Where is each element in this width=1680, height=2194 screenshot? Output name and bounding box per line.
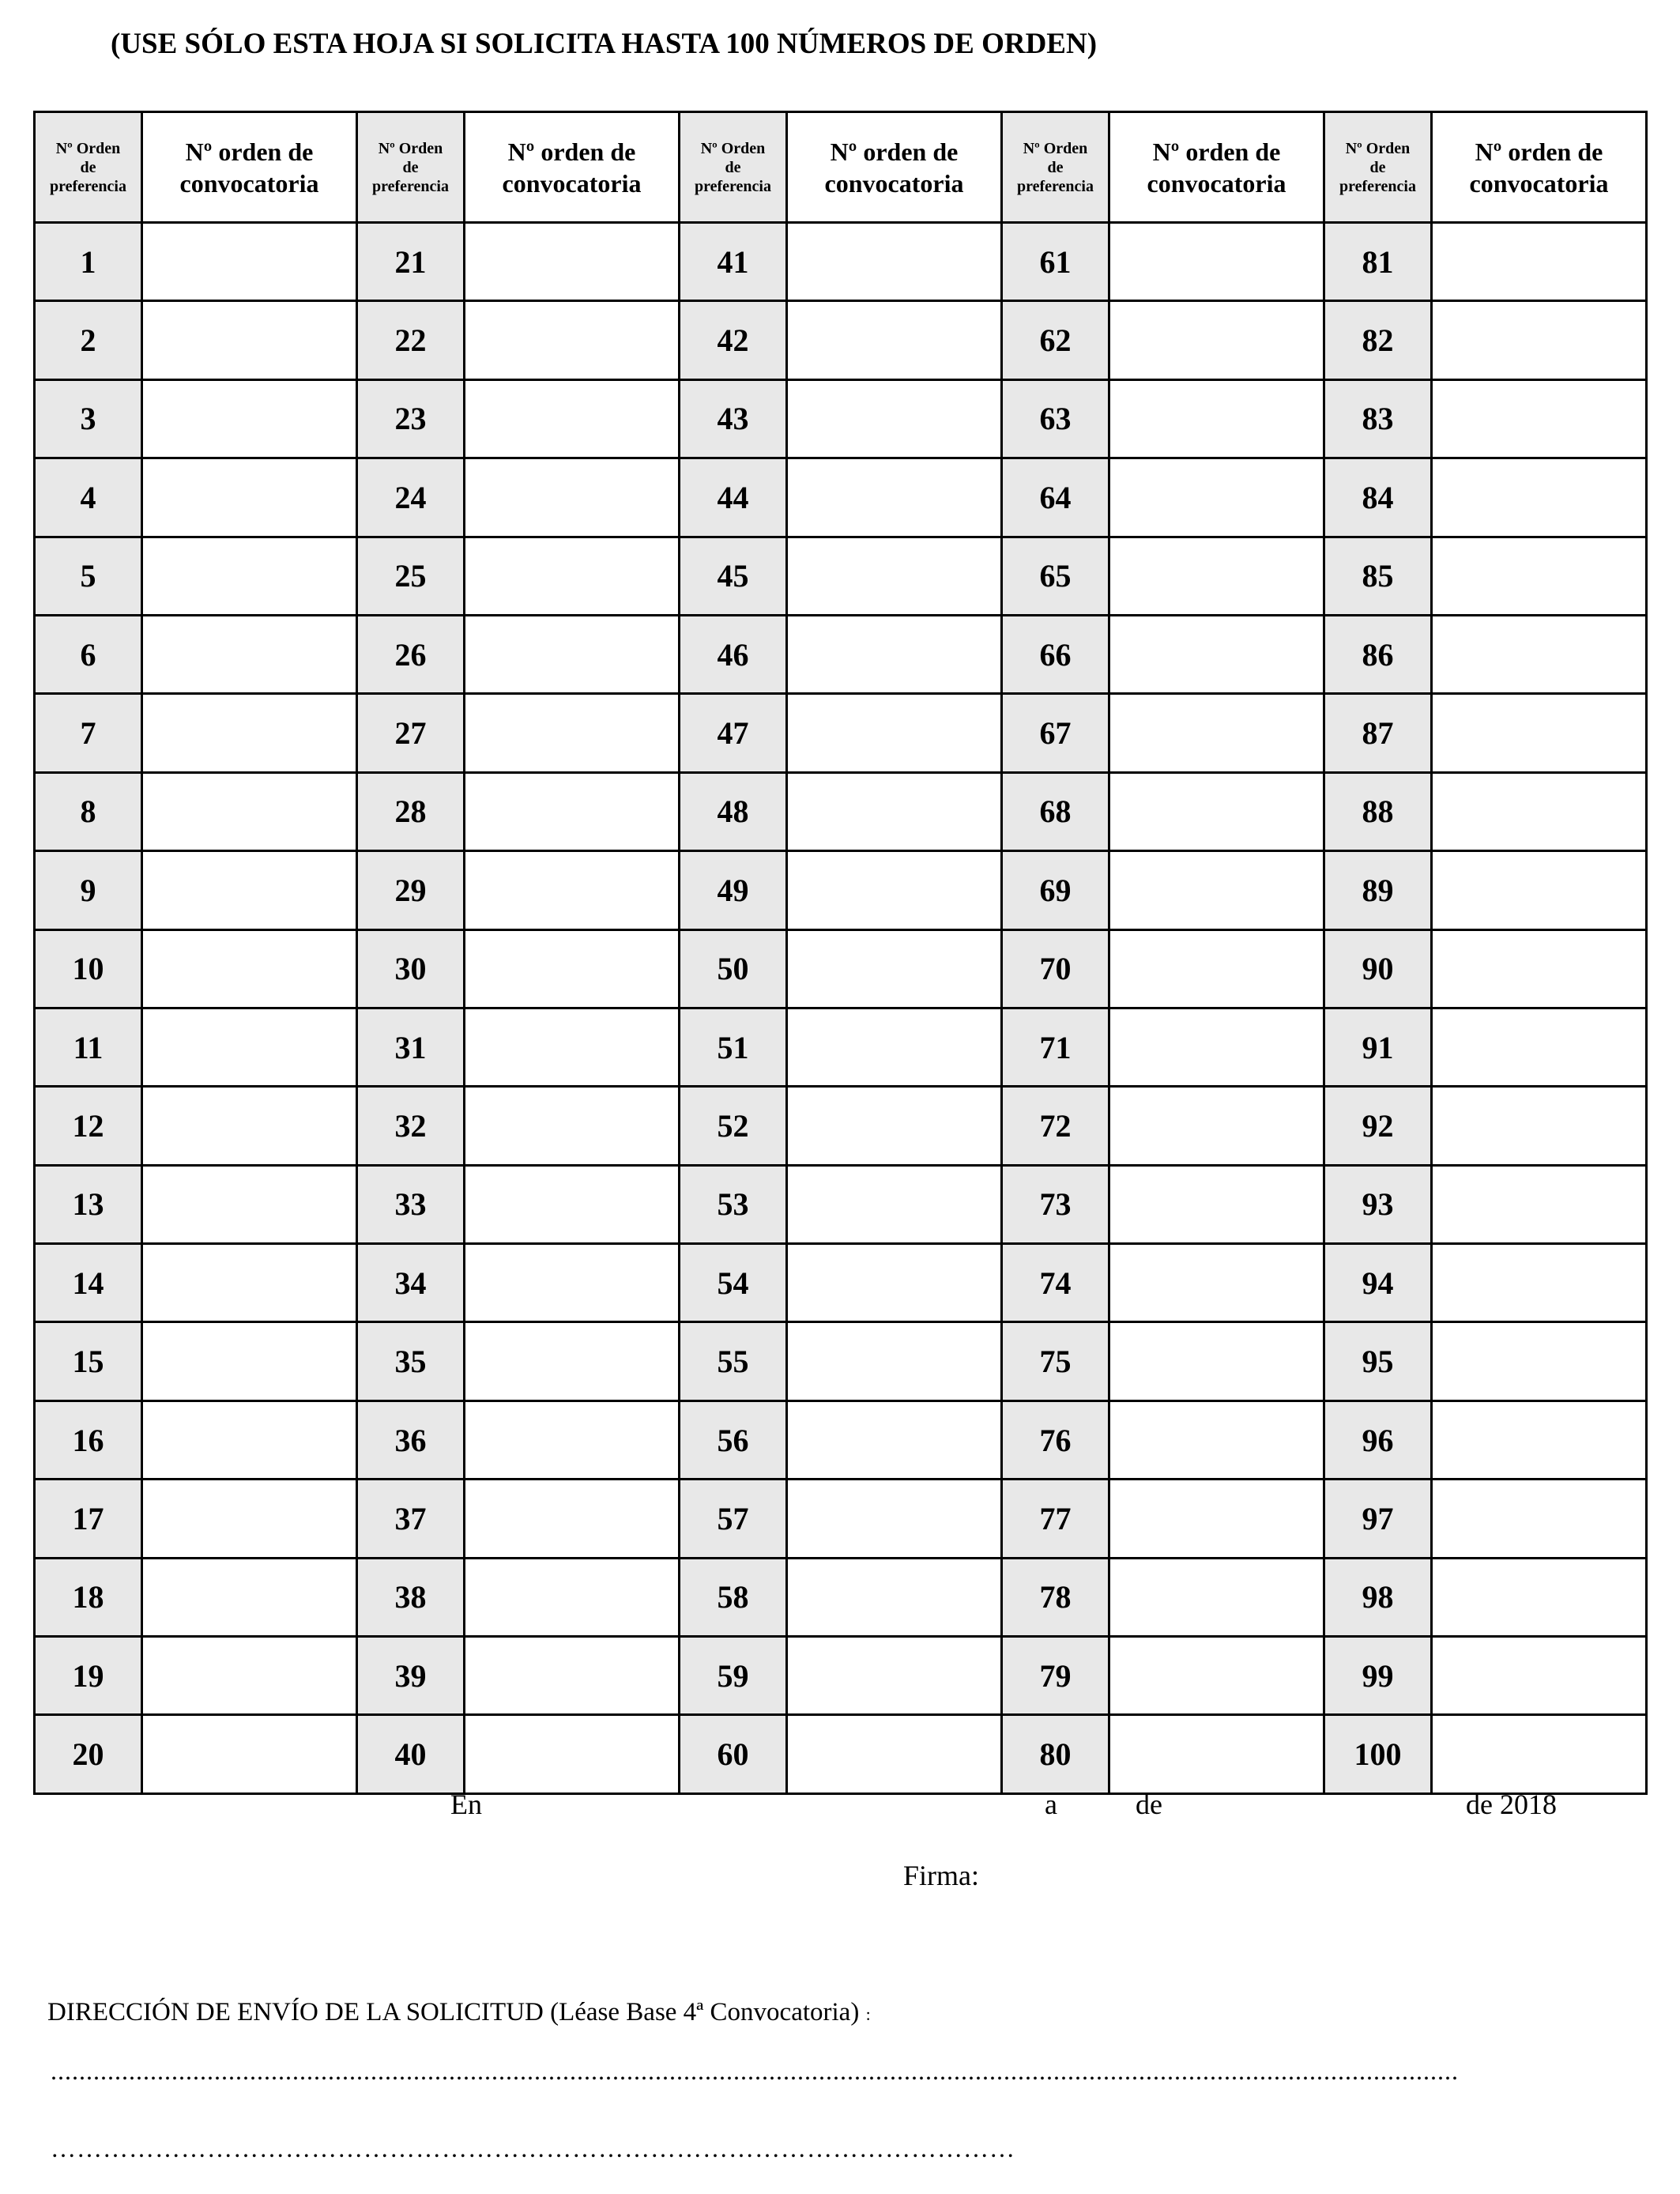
address-label-suffix: : (865, 2004, 871, 2024)
header-preference-line: de (725, 158, 741, 176)
table-row (35, 615, 1647, 693)
preference-number: 57 (680, 1480, 787, 1558)
header-call-line: Nº orden de (507, 137, 636, 166)
call-order-input-cell[interactable] (142, 301, 357, 379)
preference-number: 86 (1324, 615, 1432, 693)
preference-number: 50 (680, 929, 787, 1008)
preference-number: 83 (1324, 379, 1432, 458)
call-order-input-cell[interactable] (1432, 1165, 1647, 1243)
call-order-input-cell[interactable] (465, 929, 680, 1008)
header-preference-order (680, 112, 787, 223)
call-order-input-cell[interactable] (1109, 1008, 1324, 1086)
call-order-input-cell[interactable] (1109, 458, 1324, 537)
preference-number: 80 (1002, 1715, 1109, 1793)
table-row (35, 694, 1647, 772)
call-order-input-cell[interactable] (1109, 537, 1324, 615)
call-order-input-cell[interactable] (1109, 1322, 1324, 1400)
preference-number: 53 (680, 1165, 787, 1243)
preference-number: 100 (1324, 1715, 1432, 1793)
call-order-input-cell[interactable] (142, 1558, 357, 1636)
call-order-input-cell[interactable] (1109, 1400, 1324, 1479)
header-call-line: convocatoria (1469, 168, 1609, 198)
header-preference-order (357, 112, 465, 223)
header-call-order (787, 112, 1002, 223)
month-label: de (1136, 1789, 1162, 1820)
call-order-input-cell[interactable] (1109, 1637, 1324, 1715)
preference-number: 36 (357, 1400, 465, 1479)
header-preference-order (35, 112, 142, 223)
preference-number: 73 (1002, 1165, 1109, 1243)
preference-number: 48 (680, 772, 787, 850)
call-order-input-cell[interactable] (1432, 1715, 1647, 1793)
call-order-input-cell[interactable] (465, 1322, 680, 1400)
preference-number: 27 (357, 694, 465, 772)
table-row (35, 301, 1647, 379)
preference-number: 39 (357, 1637, 465, 1715)
call-order-input-cell[interactable] (1109, 379, 1324, 458)
call-order-input-cell[interactable] (787, 1008, 1002, 1086)
header-preference-line: Nº Orden (700, 139, 766, 157)
header-preference-line: Nº Orden (55, 139, 121, 157)
preference-number: 52 (680, 1087, 787, 1165)
header-preference-line: preferencia (371, 177, 449, 195)
preference-number: 79 (1002, 1637, 1109, 1715)
preference-number: 18 (35, 1558, 142, 1636)
call-order-input-cell[interactable] (142, 458, 357, 537)
table-row (35, 929, 1647, 1008)
call-order-input-cell[interactable] (1432, 458, 1647, 537)
call-order-input-cell[interactable] (142, 223, 357, 301)
table-row (35, 379, 1647, 458)
call-order-input-cell[interactable] (787, 1087, 1002, 1165)
table-row (35, 1008, 1647, 1086)
preference-number: 4 (35, 458, 142, 537)
header-preference-line: preferencia (49, 177, 126, 195)
preference-number: 44 (680, 458, 787, 537)
table-row (35, 223, 1647, 301)
preference-number: 40 (357, 1715, 465, 1793)
call-order-input-cell[interactable] (465, 1637, 680, 1715)
header-preference-line: preferencia (1016, 177, 1094, 195)
call-order-input-cell[interactable] (1109, 851, 1324, 929)
call-order-input-cell[interactable] (1432, 1244, 1647, 1322)
table-row (35, 458, 1647, 537)
call-order-input-cell[interactable] (787, 615, 1002, 693)
preference-number: 47 (680, 694, 787, 772)
preference-number: 19 (35, 1637, 142, 1715)
preference-number: 21 (357, 223, 465, 301)
preference-number: 43 (680, 379, 787, 458)
preference-number: 7 (35, 694, 142, 772)
call-order-input-cell[interactable] (465, 458, 680, 537)
call-order-input-cell[interactable] (1109, 301, 1324, 379)
preference-number: 75 (1002, 1322, 1109, 1400)
preference-number: 2 (35, 301, 142, 379)
preference-number: 70 (1002, 929, 1109, 1008)
call-order-input-cell[interactable] (1432, 1087, 1647, 1165)
header-preference-line: de (1369, 158, 1386, 176)
table-row (35, 537, 1647, 615)
preference-number: 97 (1324, 1480, 1432, 1558)
header-call-order (1432, 112, 1647, 223)
call-order-input-cell[interactable] (1432, 694, 1647, 772)
header-call-line: convocatoria (1147, 168, 1286, 198)
call-order-input-cell[interactable] (787, 694, 1002, 772)
address-line-1[interactable]: ...................................................................................................................................................................................................... (51, 2056, 1459, 2085)
header-preference-line: Nº Orden (1345, 139, 1411, 157)
header-preference-line: de (402, 158, 419, 176)
preference-number: 45 (680, 537, 787, 615)
call-order-input-cell[interactable] (1109, 1165, 1324, 1243)
call-order-input-cell[interactable] (465, 379, 680, 458)
preference-number: 31 (357, 1008, 465, 1086)
preference-number: 81 (1324, 223, 1432, 301)
header-call-line: Nº orden de (1152, 137, 1281, 166)
call-order-input-cell[interactable] (787, 1244, 1002, 1322)
table-row (35, 1400, 1647, 1479)
table-row (35, 1480, 1647, 1558)
preference-number: 89 (1324, 851, 1432, 929)
call-order-input-cell[interactable] (1109, 223, 1324, 301)
call-order-input-cell[interactable] (142, 615, 357, 693)
preference-number: 13 (35, 1165, 142, 1243)
header-call-order (465, 112, 680, 223)
header-call-line: convocatoria (824, 168, 964, 198)
preference-number: 95 (1324, 1322, 1432, 1400)
preference-number: 87 (1324, 694, 1432, 772)
preference-number: 46 (680, 615, 787, 693)
call-order-input-cell[interactable] (787, 851, 1002, 929)
day-label: a (1045, 1789, 1057, 1820)
preference-number: 66 (1002, 615, 1109, 693)
preference-number: 29 (357, 851, 465, 929)
call-order-input-cell[interactable] (1432, 1008, 1647, 1086)
preference-number: 23 (357, 379, 465, 458)
preference-number: 99 (1324, 1637, 1432, 1715)
place-label: En (450, 1789, 482, 1820)
call-order-input-cell[interactable] (142, 1165, 357, 1243)
call-order-input-cell[interactable] (465, 1400, 680, 1479)
header-preference-order (1324, 112, 1432, 223)
call-order-input-cell[interactable] (1109, 772, 1324, 850)
call-order-input-cell[interactable] (142, 851, 357, 929)
table-row (35, 1322, 1647, 1400)
call-order-input-cell[interactable] (787, 379, 1002, 458)
call-order-input-cell[interactable] (1432, 537, 1647, 615)
preference-number: 41 (680, 223, 787, 301)
preference-number: 72 (1002, 1087, 1109, 1165)
preference-number: 62 (1002, 301, 1109, 379)
call-order-input-cell[interactable] (787, 1480, 1002, 1558)
call-order-input-cell[interactable] (465, 1558, 680, 1636)
preference-number: 16 (35, 1400, 142, 1479)
preference-number: 92 (1324, 1087, 1432, 1165)
call-order-input-cell[interactable] (142, 694, 357, 772)
call-order-input-cell[interactable] (1432, 929, 1647, 1008)
call-order-input-cell[interactable] (787, 301, 1002, 379)
call-order-input-cell[interactable] (142, 1400, 357, 1479)
table-row (35, 1087, 1647, 1165)
call-order-input-cell[interactable] (787, 1322, 1002, 1400)
call-order-input-cell[interactable] (142, 1715, 357, 1793)
call-order-input-cell[interactable] (1432, 1322, 1647, 1400)
call-order-input-cell[interactable] (142, 1322, 357, 1400)
preference-number: 84 (1324, 458, 1432, 537)
preference-number: 88 (1324, 772, 1432, 850)
preference-number: 14 (35, 1244, 142, 1322)
call-order-input-cell[interactable] (465, 772, 680, 850)
preference-number: 65 (1002, 537, 1109, 615)
header-call-order (1109, 112, 1324, 223)
preference-number: 93 (1324, 1165, 1432, 1243)
header-call-order (142, 112, 357, 223)
preference-number: 58 (680, 1558, 787, 1636)
preference-number: 38 (357, 1558, 465, 1636)
call-order-input-cell[interactable] (465, 537, 680, 615)
call-order-input-cell[interactable] (1432, 1637, 1647, 1715)
call-order-input-cell[interactable] (1109, 1244, 1324, 1322)
call-order-input-cell[interactable] (1432, 223, 1647, 301)
preference-number: 35 (357, 1322, 465, 1400)
preference-number: 33 (357, 1165, 465, 1243)
call-order-input-cell[interactable] (465, 1087, 680, 1165)
preference-table (33, 111, 1648, 1795)
call-order-input-cell[interactable] (1432, 379, 1647, 458)
table-row (35, 1558, 1647, 1636)
preference-number: 22 (357, 301, 465, 379)
preference-number: 34 (357, 1244, 465, 1322)
preference-number: 32 (357, 1087, 465, 1165)
preference-number: 24 (357, 458, 465, 537)
preference-number: 20 (35, 1715, 142, 1793)
preference-number: 74 (1002, 1244, 1109, 1322)
page-title: (USE SÓLO ESTA HOJA SI SOLICITA HASTA 100 NÚMEROS DE ORDEN) (111, 28, 1098, 60)
preference-number: 98 (1324, 1558, 1432, 1636)
call-order-input-cell[interactable] (1432, 772, 1647, 850)
call-order-input-cell[interactable] (1432, 1558, 1647, 1636)
call-order-input-cell[interactable] (142, 1480, 357, 1558)
header-call-line: convocatoria (502, 168, 642, 198)
signature-label: Firma: (903, 1860, 979, 1891)
call-order-input-cell[interactable] (787, 458, 1002, 537)
address-line-2[interactable]: ………………………………………………………………………………………………… (51, 2134, 1015, 2162)
preference-number: 96 (1324, 1400, 1432, 1479)
preference-number: 15 (35, 1322, 142, 1400)
preference-number: 30 (357, 929, 465, 1008)
call-order-input-cell[interactable] (465, 1008, 680, 1086)
call-order-input-cell[interactable] (465, 1715, 680, 1793)
call-order-input-cell[interactable] (1432, 301, 1647, 379)
call-order-input-cell[interactable] (1432, 615, 1647, 693)
table-row (35, 851, 1647, 929)
call-order-input-cell[interactable] (1109, 694, 1324, 772)
preference-number: 8 (35, 772, 142, 850)
header-call-line: convocatoria (179, 168, 319, 198)
preference-number: 64 (1002, 458, 1109, 537)
table-row (35, 1244, 1647, 1322)
call-order-input-cell[interactable] (465, 1165, 680, 1243)
call-order-input-cell[interactable] (465, 694, 680, 772)
header-call-line: Nº orden de (185, 137, 314, 166)
preference-number: 55 (680, 1322, 787, 1400)
table-row (35, 1715, 1647, 1793)
preference-number: 56 (680, 1400, 787, 1479)
preference-number: 90 (1324, 929, 1432, 1008)
preference-number: 37 (357, 1480, 465, 1558)
call-order-input-cell[interactable] (787, 1637, 1002, 1715)
preference-number: 17 (35, 1480, 142, 1558)
table-row (35, 772, 1647, 850)
preference-number: 63 (1002, 379, 1109, 458)
preference-number: 49 (680, 851, 787, 929)
preference-number: 82 (1324, 301, 1432, 379)
preference-number: 94 (1324, 1244, 1432, 1322)
preference-number: 3 (35, 379, 142, 458)
call-order-input-cell[interactable] (1109, 1558, 1324, 1636)
call-order-input-cell[interactable] (142, 537, 357, 615)
call-order-input-cell[interactable] (1109, 1087, 1324, 1165)
call-order-input-cell[interactable] (142, 1087, 357, 1165)
table-row (35, 1165, 1647, 1243)
preference-number: 26 (357, 615, 465, 693)
call-order-input-cell[interactable] (142, 1008, 357, 1086)
preference-number: 10 (35, 929, 142, 1008)
preference-number: 42 (680, 301, 787, 379)
preference-number: 9 (35, 851, 142, 929)
year-label: de 2018 (1466, 1789, 1557, 1820)
preference-number: 12 (35, 1087, 142, 1165)
call-order-input-cell[interactable] (1109, 615, 1324, 693)
call-order-input-cell[interactable] (465, 1244, 680, 1322)
preference-number: 91 (1324, 1008, 1432, 1086)
preference-number: 69 (1002, 851, 1109, 929)
preference-number: 76 (1002, 1400, 1109, 1479)
preference-number: 59 (680, 1637, 787, 1715)
header-preference-line: de (80, 158, 96, 176)
preference-number: 68 (1002, 772, 1109, 850)
preference-number: 78 (1002, 1558, 1109, 1636)
address-label-text: DIRECCIÓN DE ENVÍO DE LA SOLICITUD (Léase Base 4ª Convocatoria) (47, 1998, 860, 2026)
call-order-input-cell[interactable] (787, 1715, 1002, 1793)
header-preference-line: Nº Orden (1023, 139, 1088, 157)
preference-number: 61 (1002, 223, 1109, 301)
header-call-line: Nº orden de (830, 137, 959, 166)
preference-number: 28 (357, 772, 465, 850)
preference-number: 71 (1002, 1008, 1109, 1086)
call-order-input-cell[interactable] (142, 929, 357, 1008)
call-order-input-cell[interactable] (142, 772, 357, 850)
preference-number: 5 (35, 537, 142, 615)
call-order-input-cell[interactable] (787, 772, 1002, 850)
preference-number: 51 (680, 1008, 787, 1086)
call-order-input-cell[interactable] (1109, 1480, 1324, 1558)
call-order-input-cell[interactable] (465, 851, 680, 929)
address-label (47, 1998, 871, 2027)
preference-number: 25 (357, 537, 465, 615)
call-order-input-cell[interactable] (787, 223, 1002, 301)
header-row (35, 112, 1647, 223)
call-order-input-cell[interactable] (465, 1480, 680, 1558)
preference-number: 60 (680, 1715, 787, 1793)
call-order-input-cell[interactable] (787, 537, 1002, 615)
preference-number: 6 (35, 615, 142, 693)
preference-number: 85 (1324, 537, 1432, 615)
call-order-input-cell[interactable] (142, 379, 357, 458)
call-order-input-cell[interactable] (1109, 929, 1324, 1008)
call-order-input-cell[interactable] (465, 615, 680, 693)
call-order-input-cell[interactable] (1432, 1400, 1647, 1479)
preference-number: 11 (35, 1008, 142, 1086)
call-order-input-cell[interactable] (1109, 1715, 1324, 1793)
call-order-input-cell[interactable] (1432, 1480, 1647, 1558)
call-order-input-cell[interactable] (465, 301, 680, 379)
preference-number: 77 (1002, 1480, 1109, 1558)
table-row (35, 1637, 1647, 1715)
preference-number: 1 (35, 223, 142, 301)
call-order-input-cell[interactable] (465, 223, 680, 301)
header-preference-order (1002, 112, 1109, 223)
call-order-input-cell[interactable] (142, 1244, 357, 1322)
preference-number: 54 (680, 1244, 787, 1322)
header-preference-line: Nº Orden (378, 139, 443, 157)
header-preference-line: preferencia (1339, 177, 1416, 195)
header-preference-line: preferencia (694, 177, 771, 195)
header-call-line: Nº orden de (1475, 137, 1603, 166)
call-order-input-cell[interactable] (787, 1400, 1002, 1479)
call-order-input-cell[interactable] (787, 1558, 1002, 1636)
call-order-input-cell[interactable] (787, 929, 1002, 1008)
call-order-input-cell[interactable] (1432, 851, 1647, 929)
preference-number: 67 (1002, 694, 1109, 772)
call-order-input-cell[interactable] (787, 1165, 1002, 1243)
call-order-input-cell[interactable] (142, 1637, 357, 1715)
header-preference-line: de (1047, 158, 1064, 176)
